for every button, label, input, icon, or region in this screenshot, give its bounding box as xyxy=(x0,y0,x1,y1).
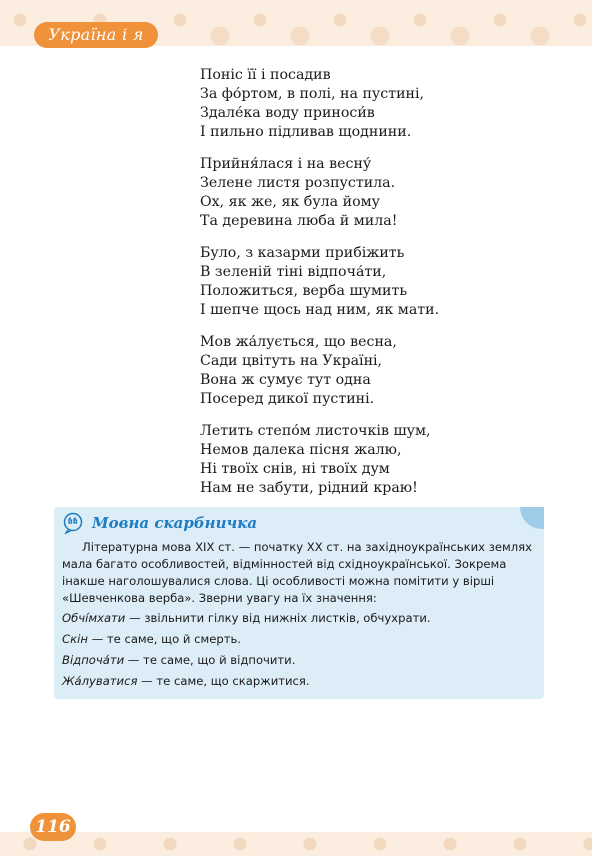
poem-line: І пильно підливав щоднини. xyxy=(200,124,412,140)
poem-stanza-4 xyxy=(200,333,560,409)
poem-line: Зелене листя розпустила. xyxy=(200,175,396,191)
poem-line: Нам не забути, рідний краю! xyxy=(200,480,418,496)
corner-decoration xyxy=(520,507,544,529)
poem-line: Вона ж сумує тут одна xyxy=(200,372,371,388)
section-title-tab: Україна і я xyxy=(34,22,158,48)
poem-line: Немов далека пісня жалю, xyxy=(200,442,402,458)
vocabulary-intro: Літературна мова ХІХ ст. — початку ХХ ст. на західноукраїнських землях мала багато особливостей, відмінностей від східноукраїнської. Зокрема інакше наголошувалися слова. Ці особливості можна помітити у вірші «Шевченкова верба». Зверни увагу на їх значення: xyxy=(62,540,532,605)
definition-item xyxy=(62,631,540,648)
definition-term: Жа́луватися xyxy=(62,674,138,688)
poem-line: Ні твоїх снів, ні твоїх дум xyxy=(200,461,390,477)
poem-line: Прийня́лася і на весну́ xyxy=(200,156,372,172)
poem-line: За фо́ртом, в полі, на пустині, xyxy=(200,86,425,102)
poem-line: Положиться, верба шумить xyxy=(200,283,408,299)
speech-bubble-quote-icon xyxy=(62,512,84,534)
poem-line: Ох, як же, як була йому xyxy=(200,194,381,210)
poem-line: Мов жа́лується, що весна, xyxy=(200,334,397,350)
vocabulary-box xyxy=(54,507,544,699)
poem xyxy=(200,66,560,511)
poem-line: Поніс її і посадив xyxy=(200,67,331,83)
poem-stanza-3 xyxy=(200,244,560,320)
definition-term: Обчі́мхати xyxy=(62,611,126,625)
poem-stanza-2 xyxy=(200,155,560,231)
poem-line: Сади цвітуть на Україні, xyxy=(200,353,383,369)
footer-decorative-band xyxy=(0,832,592,856)
poem-line: Летить степо́м листочків шум, xyxy=(200,423,431,439)
poem-line: Здале́ка воду приноси́в xyxy=(200,105,375,121)
definition-meaning: — те саме, що скаржитися. xyxy=(137,674,310,688)
poem-line: Було, з казарми прибіжить xyxy=(200,245,405,261)
poem-line: Посеред дикої пустині. xyxy=(200,391,375,407)
vocabulary-box-body xyxy=(62,539,540,694)
definition-term: Відпоча́ти xyxy=(62,653,125,667)
page-number: 116 xyxy=(30,813,76,841)
vocabulary-box-header xyxy=(62,512,257,534)
vocabulary-box-title: Мовна скарбничка xyxy=(92,514,258,532)
poem-line: І шепче щось над ним, як мати. xyxy=(200,302,440,318)
definition-meaning: — те саме, що й відпочити. xyxy=(124,653,296,667)
poem-line: Та деревина люба й мила! xyxy=(200,213,398,229)
definition-meaning: — те саме, що й смерть. xyxy=(87,632,241,646)
definition-item xyxy=(62,673,540,690)
definition-item xyxy=(62,610,540,627)
definition-term: Скін xyxy=(62,632,88,646)
definition-meaning: — звільнити гілку від нижніх листків, обчухрати. xyxy=(125,611,431,625)
poem-line: В зеленій тіні відпоча́ти, xyxy=(200,264,387,280)
poem-stanza-1 xyxy=(200,66,560,142)
poem-stanza-5 xyxy=(200,422,560,498)
definition-item xyxy=(62,652,540,669)
